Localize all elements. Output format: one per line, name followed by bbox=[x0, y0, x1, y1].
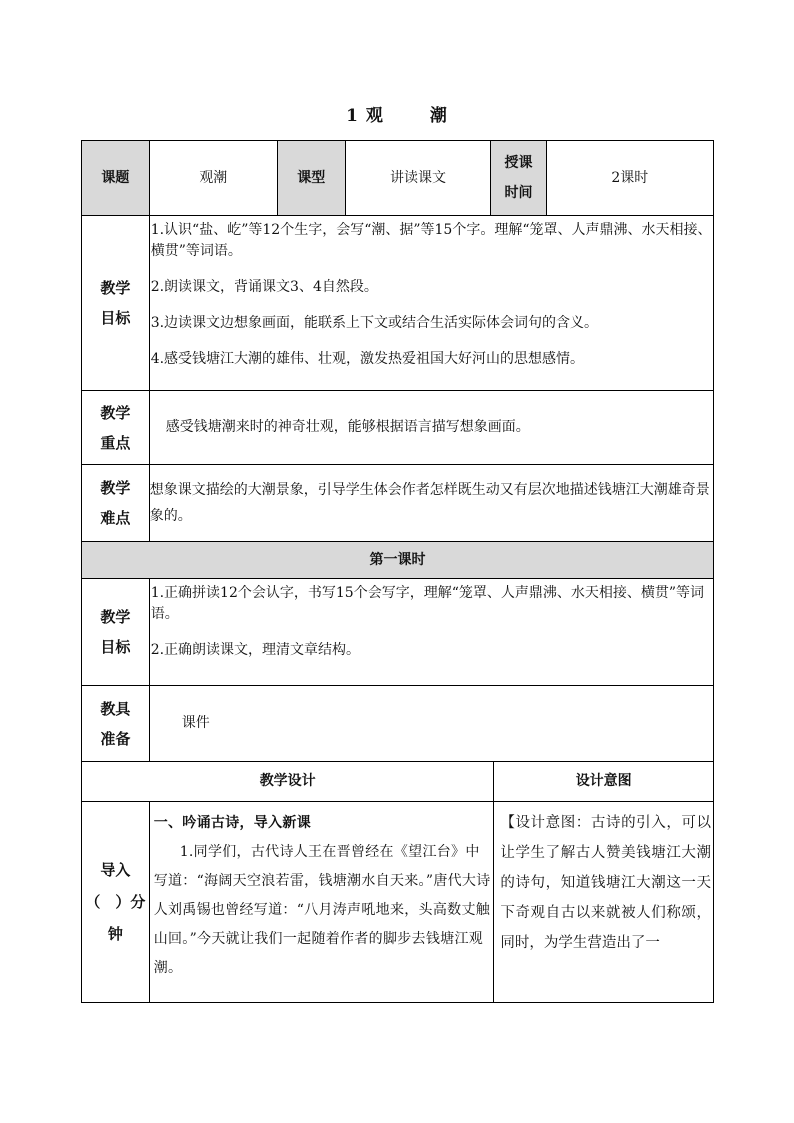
difficulty-row bbox=[82, 465, 714, 542]
title-part-1: 观 bbox=[365, 106, 384, 126]
goals-content bbox=[149, 216, 713, 391]
topic-value: 观潮 bbox=[149, 141, 277, 216]
time-value: 2课时 bbox=[546, 141, 713, 216]
key-label: 教学 重点 bbox=[82, 391, 150, 465]
difficulty-content: 想象课文描绘的大潮景象，引导学生体会作者怎样既生动又有层次地描述钱塘江大潮雄奇景象的。 bbox=[149, 465, 713, 542]
intro-step-text: 1.同学们，古代诗人王在晋曾经在《望江台》中写道：“海阔天空浪若雷，钱塘潮水自天来。”唐代大诗人刘禹锡也曾经写道：“八月涛声吼地来，头高数丈触山回。”今天就让我们一起随着作者的脚步去钱塘江观潮。 bbox=[153, 844, 491, 976]
lesson1-goals-row bbox=[82, 579, 714, 686]
lesson-number: 1 bbox=[346, 106, 359, 126]
title-part-2: 潮 bbox=[429, 106, 448, 126]
intro-step-title: 一、吟诵古诗，导入新课 bbox=[153, 815, 312, 831]
time-label: 授课 时间 bbox=[491, 141, 546, 216]
lesson-plan-table bbox=[81, 140, 714, 1003]
tools-label: 教具 准备 bbox=[82, 686, 150, 762]
type-value: 讲读课文 bbox=[345, 141, 491, 216]
tools-content: 课件 bbox=[149, 686, 713, 762]
goals-label: 教学 目标 bbox=[82, 216, 150, 391]
intro-intent: 【设计意图：古诗的引入，可以让学生了解古人赞美钱塘江大潮的诗句，知道钱塘江大潮这一天下奇观自古以来就被人们称颂，同时，为学生营造出了一 bbox=[494, 802, 714, 1003]
lesson1-goals-label: 教学 目标 bbox=[82, 579, 150, 686]
type-label: 课型 bbox=[277, 141, 345, 216]
lesson1-heading: 第一课时 bbox=[82, 542, 714, 579]
design-header-left: 教学设计 bbox=[82, 762, 494, 802]
key-content: 感受钱塘潮来时的神奇壮观，能够根据语言描写想象画面。 bbox=[149, 391, 713, 465]
intro-row bbox=[82, 802, 714, 1003]
header-row bbox=[82, 141, 714, 216]
difficulty-label: 教学 难点 bbox=[82, 465, 150, 542]
goal-item: 2.朗读课文，背诵课文3、4自然段。 bbox=[150, 279, 378, 295]
lesson1-goal-item: 1.正确拼读12个会认字，书写15个会写字，理解“笼罩、人声鼎沸、水天相接、横贯”等词语。 bbox=[150, 585, 705, 622]
design-header-right: 设计意图 bbox=[494, 762, 714, 802]
goal-item: 1.认识“盐、屹”等12个生字，会写“潮、据”等15个字。理解“笼罩、人声鼎沸、水天相接、横贯”等词语。 bbox=[150, 222, 712, 259]
lesson1-goal-item: 2.正确朗读课文，理清文章结构。 bbox=[150, 642, 361, 658]
tools-row bbox=[82, 686, 714, 762]
page-title bbox=[0, 101, 794, 126]
key-row bbox=[82, 391, 714, 465]
topic-label: 课题 bbox=[82, 141, 150, 216]
design-header-row bbox=[82, 762, 714, 802]
goal-item: 4.感受钱塘江大潮的雄伟、壮观，激发热爱祖国大好河山的思想感情。 bbox=[150, 351, 585, 367]
goals-row bbox=[82, 216, 714, 391]
intro-design bbox=[149, 802, 494, 1003]
lesson1-goals-content bbox=[149, 579, 713, 686]
lesson1-heading-row bbox=[82, 542, 714, 579]
goal-item: 3.边读课文边想象画面，能联系上下文或结合生活实际体会词句的含义。 bbox=[150, 315, 599, 331]
intro-label: 导入 （ ）分 钟 bbox=[82, 802, 150, 1003]
